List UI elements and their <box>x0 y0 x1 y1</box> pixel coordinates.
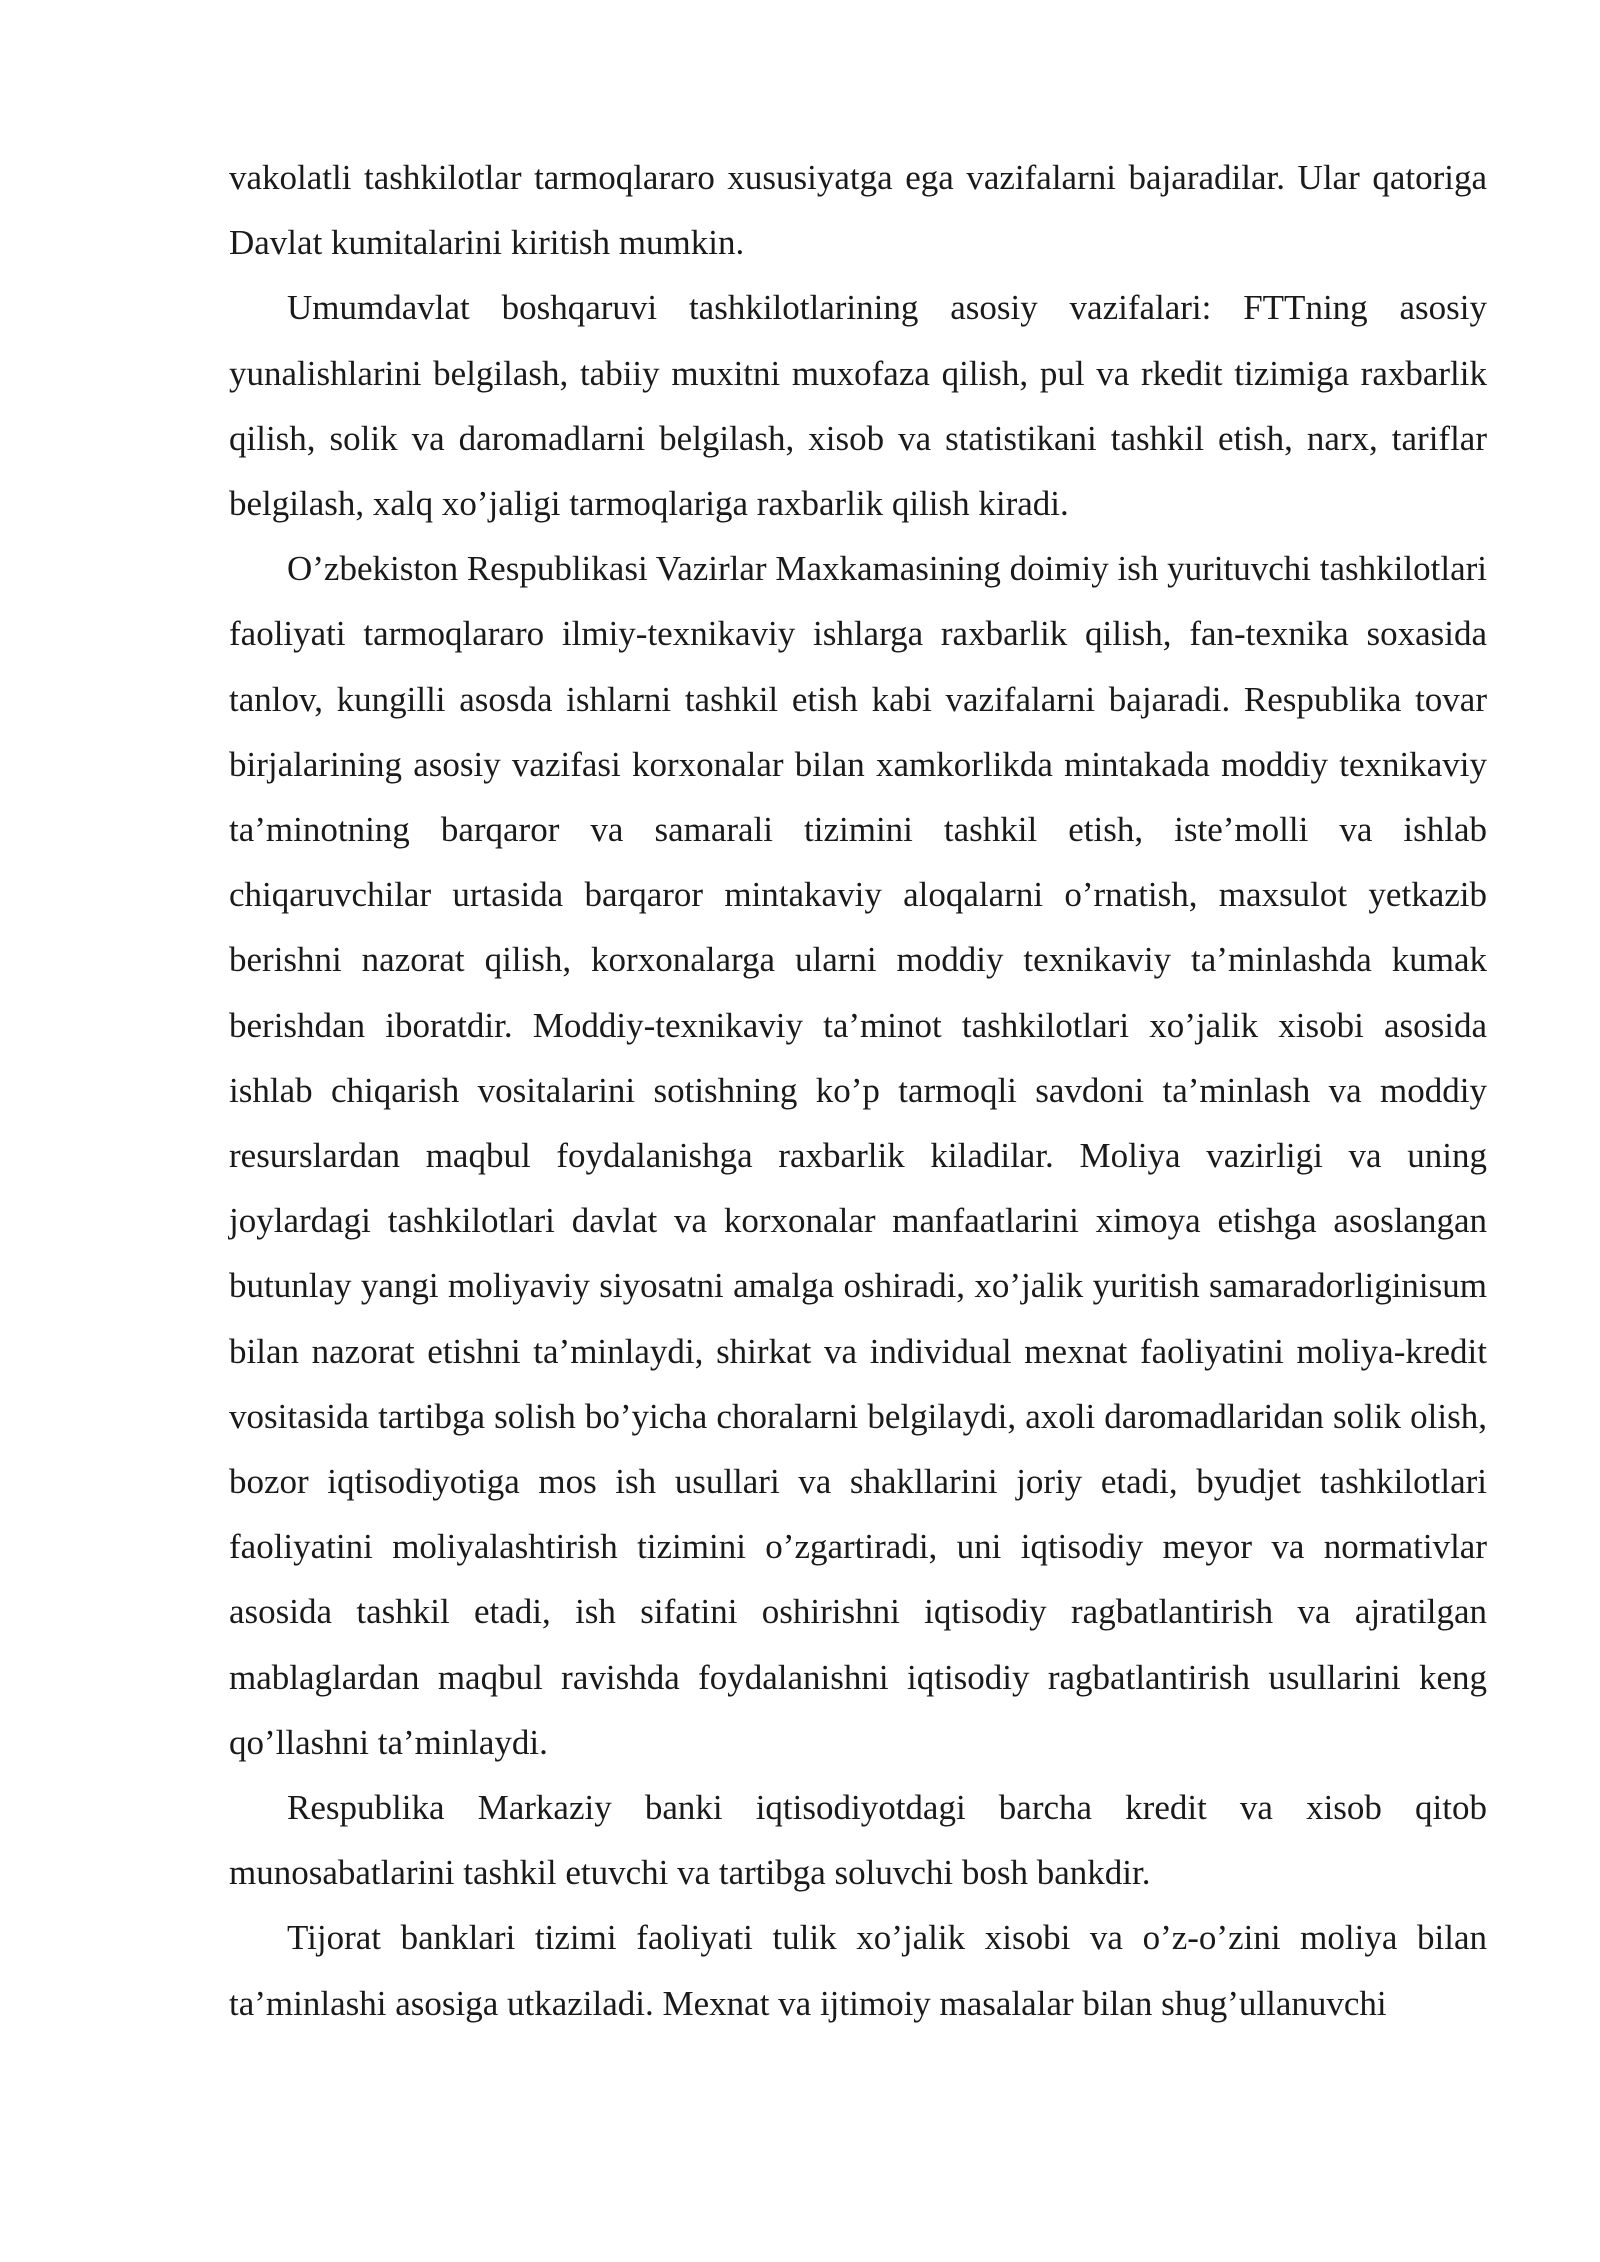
paragraph: O’zbekiston Respublikasi Vazirlar Maxkamasining doimiy ish yurituvchi tashkilotlari faoliyati tarmoqlararo ilmiy-texnikaviy ishlarga raxbarlik qilish, fan-texnika soxasida tanlov, kungilli asosda ishlarni tashkil etish kabi vazifalarni bajaradi. Respublika tovar birjalarining asosiy vazifasi korxonalar bilan xamkorlikda mintakada moddiy texnikaviy ta’minotning barqaror va samarali tizimini tashkil etish, iste’molli va ishlab chiqaruvchilar urtasida barqaror mintakaviy aloqalarni o’rnatish, maxsulot yetkazib berishni nazorat qilish, korxonalarga ularni moddiy texnikaviy ta’minlashda kumak berishdan iboratdir. Moddiy-texnikaviy ta’minot tashkilotlari xo’jalik xisobi asosida ishlab chiqarish vositalarini sotishning ko’p tarmoqli savdoni ta’minlash va moddiy resurslardan maqbul foydalanishga raxbarlik kiladilar. Moliya vazirligi va uning joylardagi tashkilotlari davlat va korxonalar manfaatlarini ximoya etishga asoslangan butunlay yangi moliyaviy siyosatni amalga oshiradi, xo’jalik yuritish samaradorliginisum bilan nazorat etishni ta’minlaydi, shirkat va individual mexnat faoliyatini moliya-kredit vositasida tartibga solish bo’yicha choralarni belgilaydi, axoli daromadlaridan solik olish, bozor iqtisodiyotiga mos ish usullari va shakllarini joriy etadi, byudjet tashkilotlari faoliyatini moliyalashtirish tizimini o’zgartiradi, uni iqtisodiy meyor va normativlar asosida tashkil etadi, ish sifatini oshirishni iqtisodiy ragbatlantirish va ajratilgan mablaglardan maqbul ravishda foydalanishni iqtisodiy ragbatlantirish usullarini keng qo’llashni ta’minlaydi. <box>229 549 1487 1762</box>
paragraph: Tijorat banklari tizimi faoliyati tulik xo’jalik xisobi va o’z-o’zini moliya bilan ta’minlashi asosiga utkaziladi. Mexnat va ijtimoiy masalalar bilan shug’ullanuvchi <box>229 1918 1487 2023</box>
paragraph: vakolatli tashkilotlar tarmoqlararo xususiyatga ega vazifalarni bajaradilar. Ular qatoriga Davlat kumitalarini kiritish mumkin. <box>229 158 1487 263</box>
paragraph: Umumdavlat boshqaruvi tashkilotlarining asosiy vazifalari: FTTning asosiy yunalishlarini belgilash, tabiiy muxitni muxofaza qilish, pul va rkedit tizimiga raxbarlik qilish, solik va daromadlarni belgilash, xisob va statistikani tashkil etish, narx, tariflar belgilash, xalq xo’jaligi tarmoqlariga raxbarlik qilish kiradi. <box>229 288 1487 524</box>
document-body <box>229 145 1487 2036</box>
paragraph: Respublika Markaziy banki iqtisodiyotdagi barcha kredit va xisob qitob munosabatlarini tashkil etuvchi va tartibga soluvchi bosh bankdir. <box>229 1788 1487 1893</box>
